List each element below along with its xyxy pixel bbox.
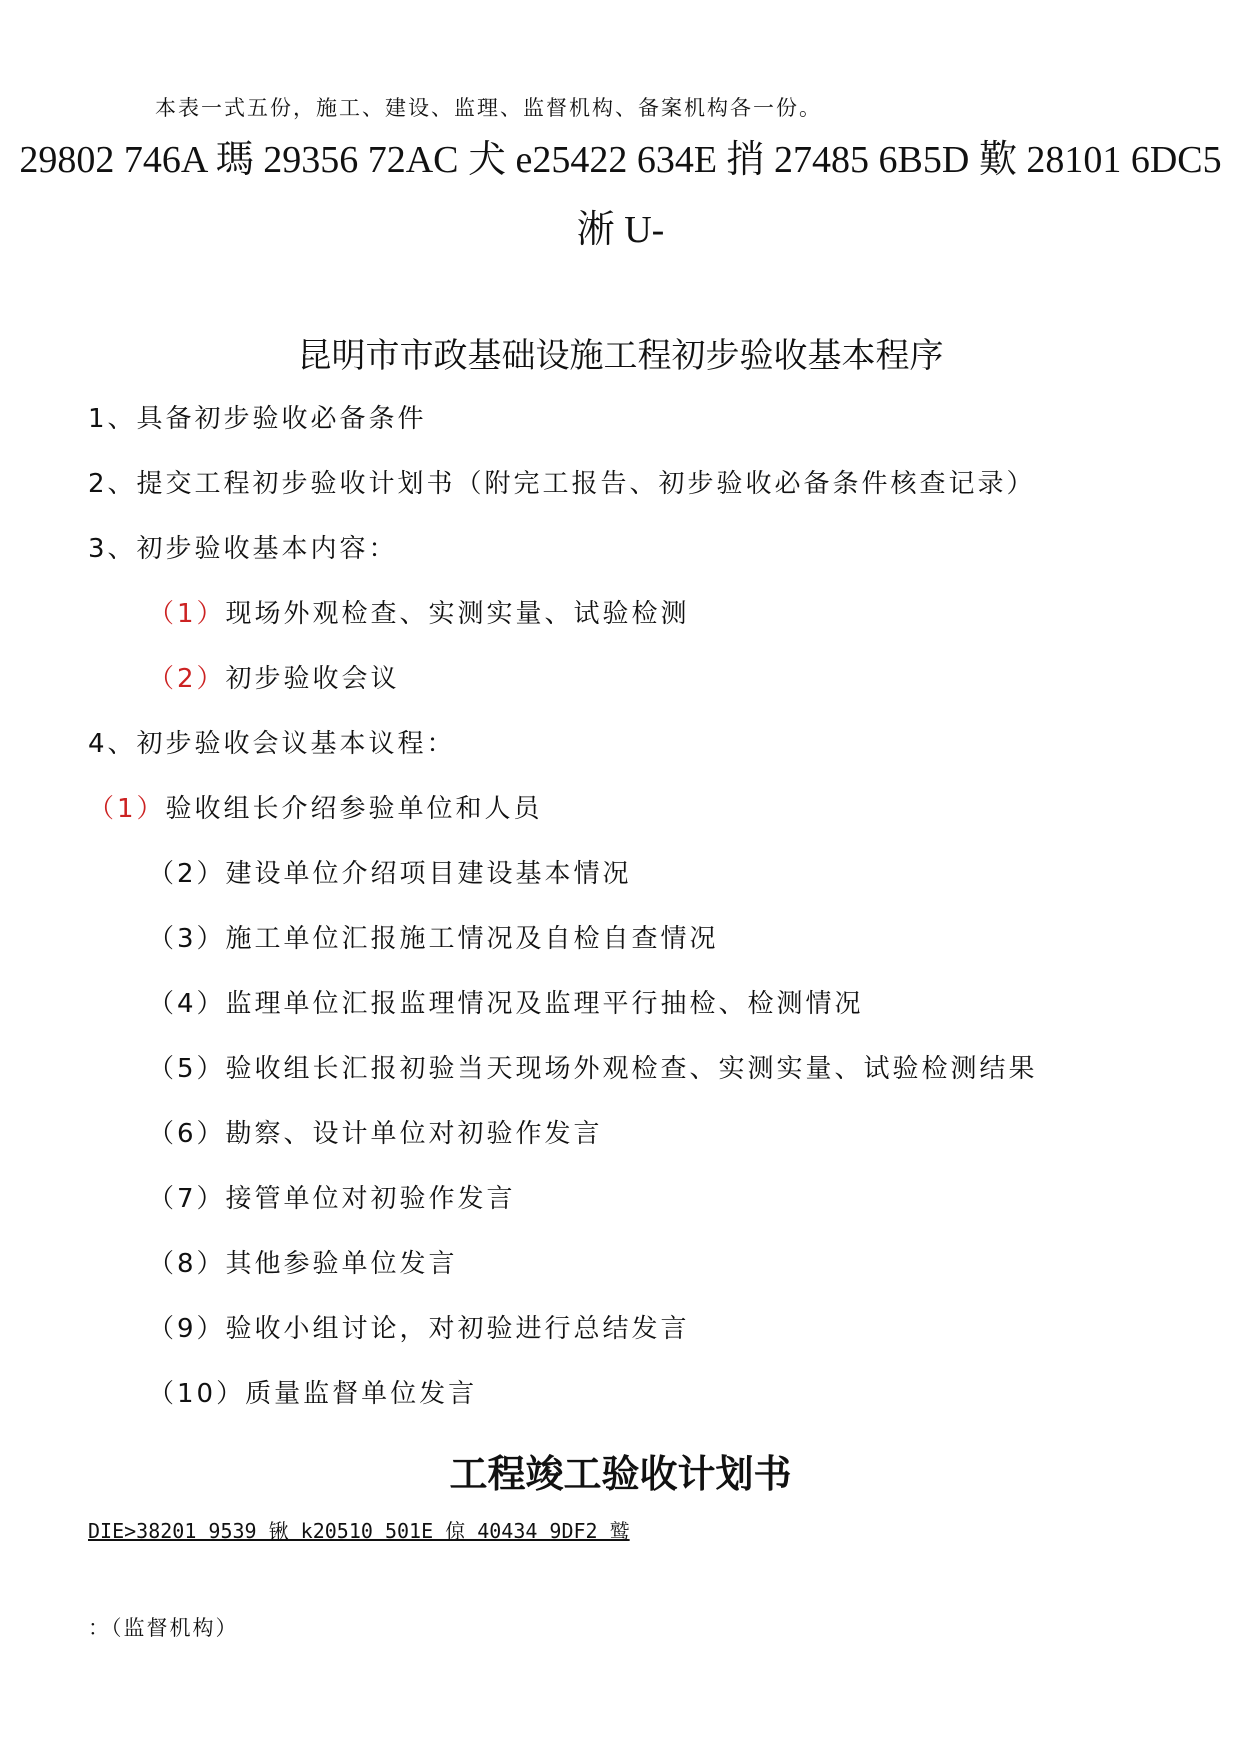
encoded-text-line-1: 29802 746A 瑪 29356 72AC 犬 e25422 634E 捎 27485 6B5D 歎 28101 6DC5 — [19, 139, 1222, 181]
supervision-agency-label: ：（监督机构） — [88, 1616, 239, 1640]
content-item-2-text: 初步验收会议 — [225, 664, 400, 694]
distribution-note: 本表一式五份，施工、建设、监理、监督机构、备案机构各一份。 — [155, 96, 822, 120]
step-1: 1、具备初步验收必备条件 — [88, 404, 427, 434]
agenda-item-5: （5）验收组长汇报初验当天现场外观检查、实测实量、试验检测结果 — [148, 1054, 1038, 1084]
plan-title: 工程竣工验收计划书 — [449, 1452, 792, 1496]
encoded-text-line-2: 淅 U- — [576, 209, 665, 251]
agenda-item-6: （6）勘察、设计单位对初验作发言 — [148, 1119, 603, 1149]
step-2: 2、提交工程初步验收计划书（附完工报告、初步验收必备条件核查记录） — [88, 469, 1036, 499]
content-item-1-number: （1） — [148, 599, 226, 629]
content-item-2-number: （2） — [148, 664, 226, 694]
step-4: 4、初步验收会议基本议程： — [88, 729, 456, 759]
agenda-item-3: （3）施工单位汇报施工情况及自检自查情况 — [148, 924, 719, 954]
agenda-item-2: （2）建设单位介绍项目建设基本情况 — [148, 859, 632, 889]
agenda-item-7: （7）接管单位对初验作发言 — [148, 1184, 516, 1214]
agenda-item-1 — [88, 788, 543, 825]
agenda-item-9: （9）验收小组讨论，对初验进行总结发言 — [148, 1314, 690, 1344]
agenda-item-4: （4）监理单位汇报监理情况及监理平行抽检、检测情况 — [148, 989, 864, 1019]
content-item-2 — [148, 658, 400, 695]
procedure-title: 昆明市市政基础设施工程初步验收基本程序 — [297, 336, 944, 376]
content-item-1 — [148, 593, 690, 630]
content-item-1-text: 现场外观检查、实测实量、试验检测 — [225, 599, 690, 629]
agenda-item-1-text: 验收组长介绍参验单位和人员 — [165, 794, 543, 824]
step-3: 3、初步验收基本内容： — [88, 534, 398, 564]
encoded-text-line-3: DIE>38201 9539 锹 k20510 501E 倞 40434 9DF2 鹫 — [88, 1519, 630, 1543]
agenda-item-1-number: （1） — [88, 794, 166, 824]
agenda-item-8: （8）其他参验单位发言 — [148, 1249, 458, 1279]
agenda-item-10: （10）质量监督单位发言 — [148, 1379, 478, 1409]
